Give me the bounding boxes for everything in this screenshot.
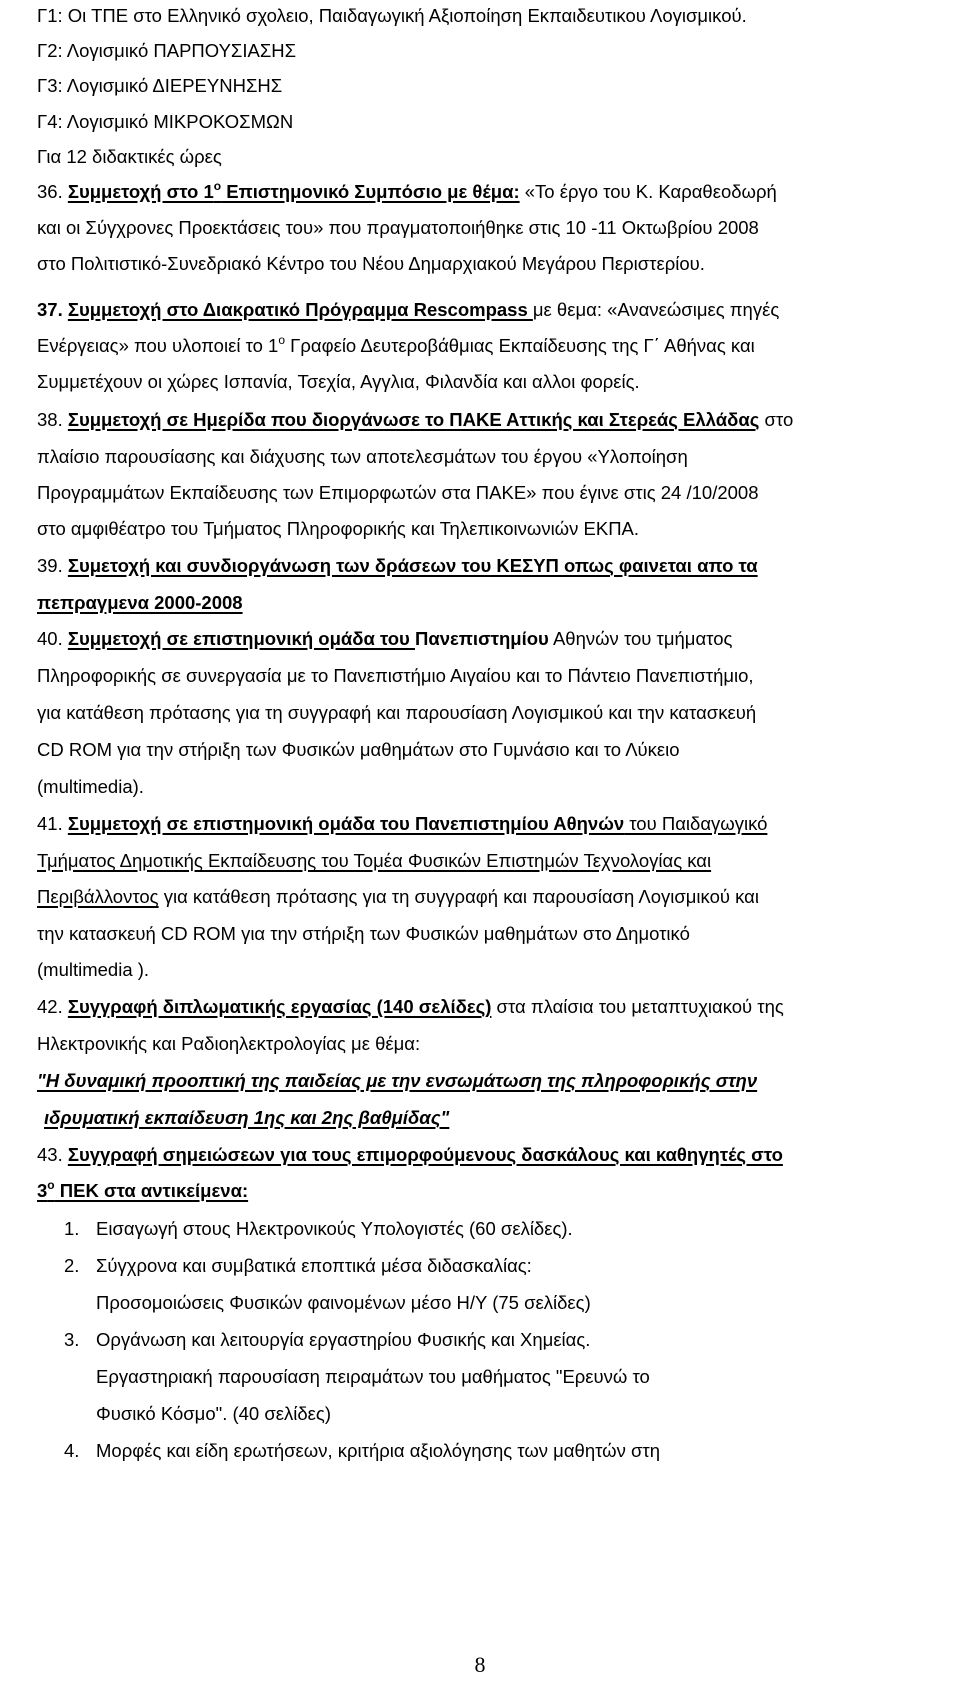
sub-item-2-line-2: Προσομοιώσεις Φυσικών φαινομένων μέσο Η/Υ (75 σελίδες) — [96, 1292, 591, 1313]
item-number: 36. — [37, 181, 63, 202]
item-41-line-4: την κατασκευή CD ROM για την στήριξη των Φυσικών μαθημάτων στο Δημοτικό — [37, 923, 690, 944]
item-number: 43. — [37, 1144, 63, 1165]
item-43-title: Συγγραφή σημειώσεων για τους επιμορφούμενους δασκάλους και καθηγητές στο — [67, 1144, 783, 1165]
item-40-line-5: (multimedia). — [37, 776, 144, 797]
item-42-quote-2: ιδρυματική εκπαίδευση 1ης και 2ης βαθμίδας" — [44, 1107, 450, 1128]
item-41-line-2: Τμήματος Δημοτικής Εκπαίδευσης του Τομέα Φυσικών Επιστημών Τεχνολογίας και — [37, 850, 712, 871]
item-number: 40. — [37, 628, 63, 649]
item-number: 39. — [37, 555, 63, 576]
item-37-line-3: Συμμετέχουν οι χώρες Ισπανία, Τσεχία, Αγγλια, Φιλανδία και αλλοι φορείς. — [37, 371, 640, 392]
item-42-line-1: 42. Συγγραφή διπλωματικής εργασίας (140 σελίδες) στα πλαίσια του μεταπτυχιακού της — [37, 996, 784, 1017]
item-41-line-3: Περιβάλλοντος για κατάθεση πρότασης για τη συγγραφή και παρουσίαση Λογισμικού και — [37, 886, 759, 907]
item-40-line-4: CD ROM για την στήριξη των Φυσικών μαθημάτων στο Γυμνάσιο και το Λύκειο — [37, 739, 680, 760]
course-g1: Γ1: Οι ΤΠΕ στο Ελληνικό σχολειο, Παιδαγωγική Αξιοποίηση Εκπαιδευτικου Λογισμικού. — [37, 5, 747, 26]
sub-item-number: 2. — [64, 1255, 80, 1276]
item-40-line-2: Πληροφορικής σε συνεργασία με το Πανεπιστήμιο Αιγαίου και το Πάντειο Πανεπιστήμιο, — [37, 665, 754, 686]
item-36-line-1: 36. Συμμετοχή στο $1^o$ Επιστημονικό Συμπόσιο με θέμα: «Το έργο του Κ. Καραθεοδωρή — [37, 179, 777, 202]
item-36-line-3: στο Πολιτιστικό-Συνεδριακό Κέντρο του Νέου Δημαρχιακού Μεγάρου Περιστερίου. — [37, 253, 705, 274]
item-39-line-1 — [37, 555, 758, 577]
item-42-line-2: Ηλεκτρονικής και Ραδιοηλεκτρολογίας με θέμα: — [37, 1033, 421, 1054]
item-38-line-1: 38. Συμμετοχή σε Ημερίδα που διοργάνωσε το ΠΑΚΕ Αττικής και Στερεάς Ελλάδας στο — [37, 409, 794, 430]
item-36-title: Συμμετοχή στο $1^o$ Επιστημονικό Συμπόσιο με θέμα: — [67, 179, 520, 202]
item-number: 42. — [37, 996, 63, 1017]
course-g3: Γ3: Λογισμικό ΔΙΕΡΕΥΝΗΣΗΣ — [37, 75, 283, 96]
sub-item-4-line-1: Μορφές και είδη ερωτήσεων, κριτήρια αξιολόγησης των μαθητών στη — [96, 1440, 661, 1461]
sub-item-2-line-1: Σύγχρονα και συμβατικά εποπτικά μέσα διδασκαλίας: — [96, 1255, 532, 1276]
sub-item-number: 4. — [64, 1440, 80, 1461]
item-41-title: Συμμετοχή σε επιστημονική ομάδα του Πανεπιστημίου Αθηνών — [67, 813, 625, 834]
item-40-line-3: για κατάθεση πρότασης για τη συγγραφή και παρουσίαση Λογισμικού και την κατασκευή — [37, 702, 757, 723]
sub-item-1-line-1: Εισαγωγή στους Ηλεκτρονικούς Υπολογιστές (60 σελίδες). — [96, 1218, 573, 1239]
sub-item-3-line-2: Εργαστηριακή παρουσίαση πειραμάτων του μαθήματος "Ερευνώ το — [96, 1366, 650, 1387]
item-number: 41. — [37, 813, 63, 834]
item-43-line-2: $3^o$ ΠΕΚ στα αντικείμενα: — [37, 1178, 249, 1201]
sub-item-3-line-3: Φυσικό Κόσμο". (40 σελίδες) — [96, 1403, 331, 1424]
course-g4: Γ4: Λογισμικό ΜΙΚΡΟΚΟΣΜΩΝ — [37, 111, 294, 132]
item-38-line-4: στο αμφιθέατρο του Τμήματος Πληροφορικής και Τηλεπικοινωνιών ΕΚΠΑ. — [37, 518, 640, 539]
page-number: 8 — [474, 1652, 486, 1677]
item-37-line-2: Ενέργειας» που υλοποιεί το $1^o$ Γραφείο Δευτεροβάθμιας Εκπαίδευσης της Γ΄ Αθήνας και — [37, 333, 755, 356]
item-number: 37. — [37, 299, 63, 320]
sub-item-3-line-1: Οργάνωση και λειτουργία εργαστηρίου Φυσικής και Χημείας. — [96, 1329, 591, 1350]
item-number: 38. — [37, 409, 63, 430]
item-39-line-2: πεπραγμενα 2000-2008 — [37, 592, 243, 613]
item-38-title: Συμμετοχή σε Ημερίδα που διοργάνωσε το ΠΑΚΕ Αττικής και Στερεάς Ελλάδας — [67, 409, 760, 430]
sub-item-number: 3. — [64, 1329, 80, 1350]
item-37-title: Συμμετοχή στο Διακρατικό Πρόγραμμα Rescompass — [67, 299, 533, 320]
item-41-line-5: (multimedia ). — [37, 959, 150, 980]
course-g2: Γ2: Λογισμικό ΠΑΡΠΟΥΣΙΑΣΗΣ — [37, 40, 297, 61]
item-40-line-1: 40. Συμμετοχή σε επιστημονική ομάδα του Πανεπιστημίου Αθηνών του τμήματος — [37, 628, 733, 649]
item-38-line-2: πλαίσιο παρουσίασης και διάχυσης των αποτελεσμάτων του έργου «Υλοποίηση — [37, 446, 688, 467]
item-41-line-1: 41. Συμμετοχή σε επιστημονική ομάδα του Πανεπιστημίου Αθηνών του Παιδαγωγικό — [37, 813, 768, 834]
item-38-line-3: Προγραμμάτων Εκπαίδευσης των Επιμορφωτών στα ΠΑΚΕ» που έγινε στις 24 /10/2008 — [37, 482, 759, 503]
item-39-title: Συμετοχή και συνδιοργάνωση των δράσεων του ΚΕΣΥΠ οπως φαινεται απο τα — [67, 555, 758, 576]
item-42-title: Συγγραφή διπλωματικής εργασίας (140 σελίδες) — [67, 996, 492, 1017]
item-37-line-1: 37. Συμμετοχή στο Διακρατικό Πρόγραμμα Rescompass με θεμα: «Ανανεώσιμες πηγές — [37, 299, 780, 320]
course-hours: Για 12 διδακτικές ώρες — [37, 146, 222, 167]
item-43-line-1 — [37, 1144, 783, 1166]
item-42-quote-1: "Η δυναμική προοπτική της παιδείας με την ενσωμάτωση της πληροφορικής στην — [37, 1070, 758, 1091]
item-36-line-2: και οι Σύγχρονες Προεκτάσεις του» που πραγματοποιήθηκε στις 10 -11 Οκτωβρίου 2008 — [37, 217, 759, 238]
sub-item-number: 1. — [64, 1218, 80, 1239]
